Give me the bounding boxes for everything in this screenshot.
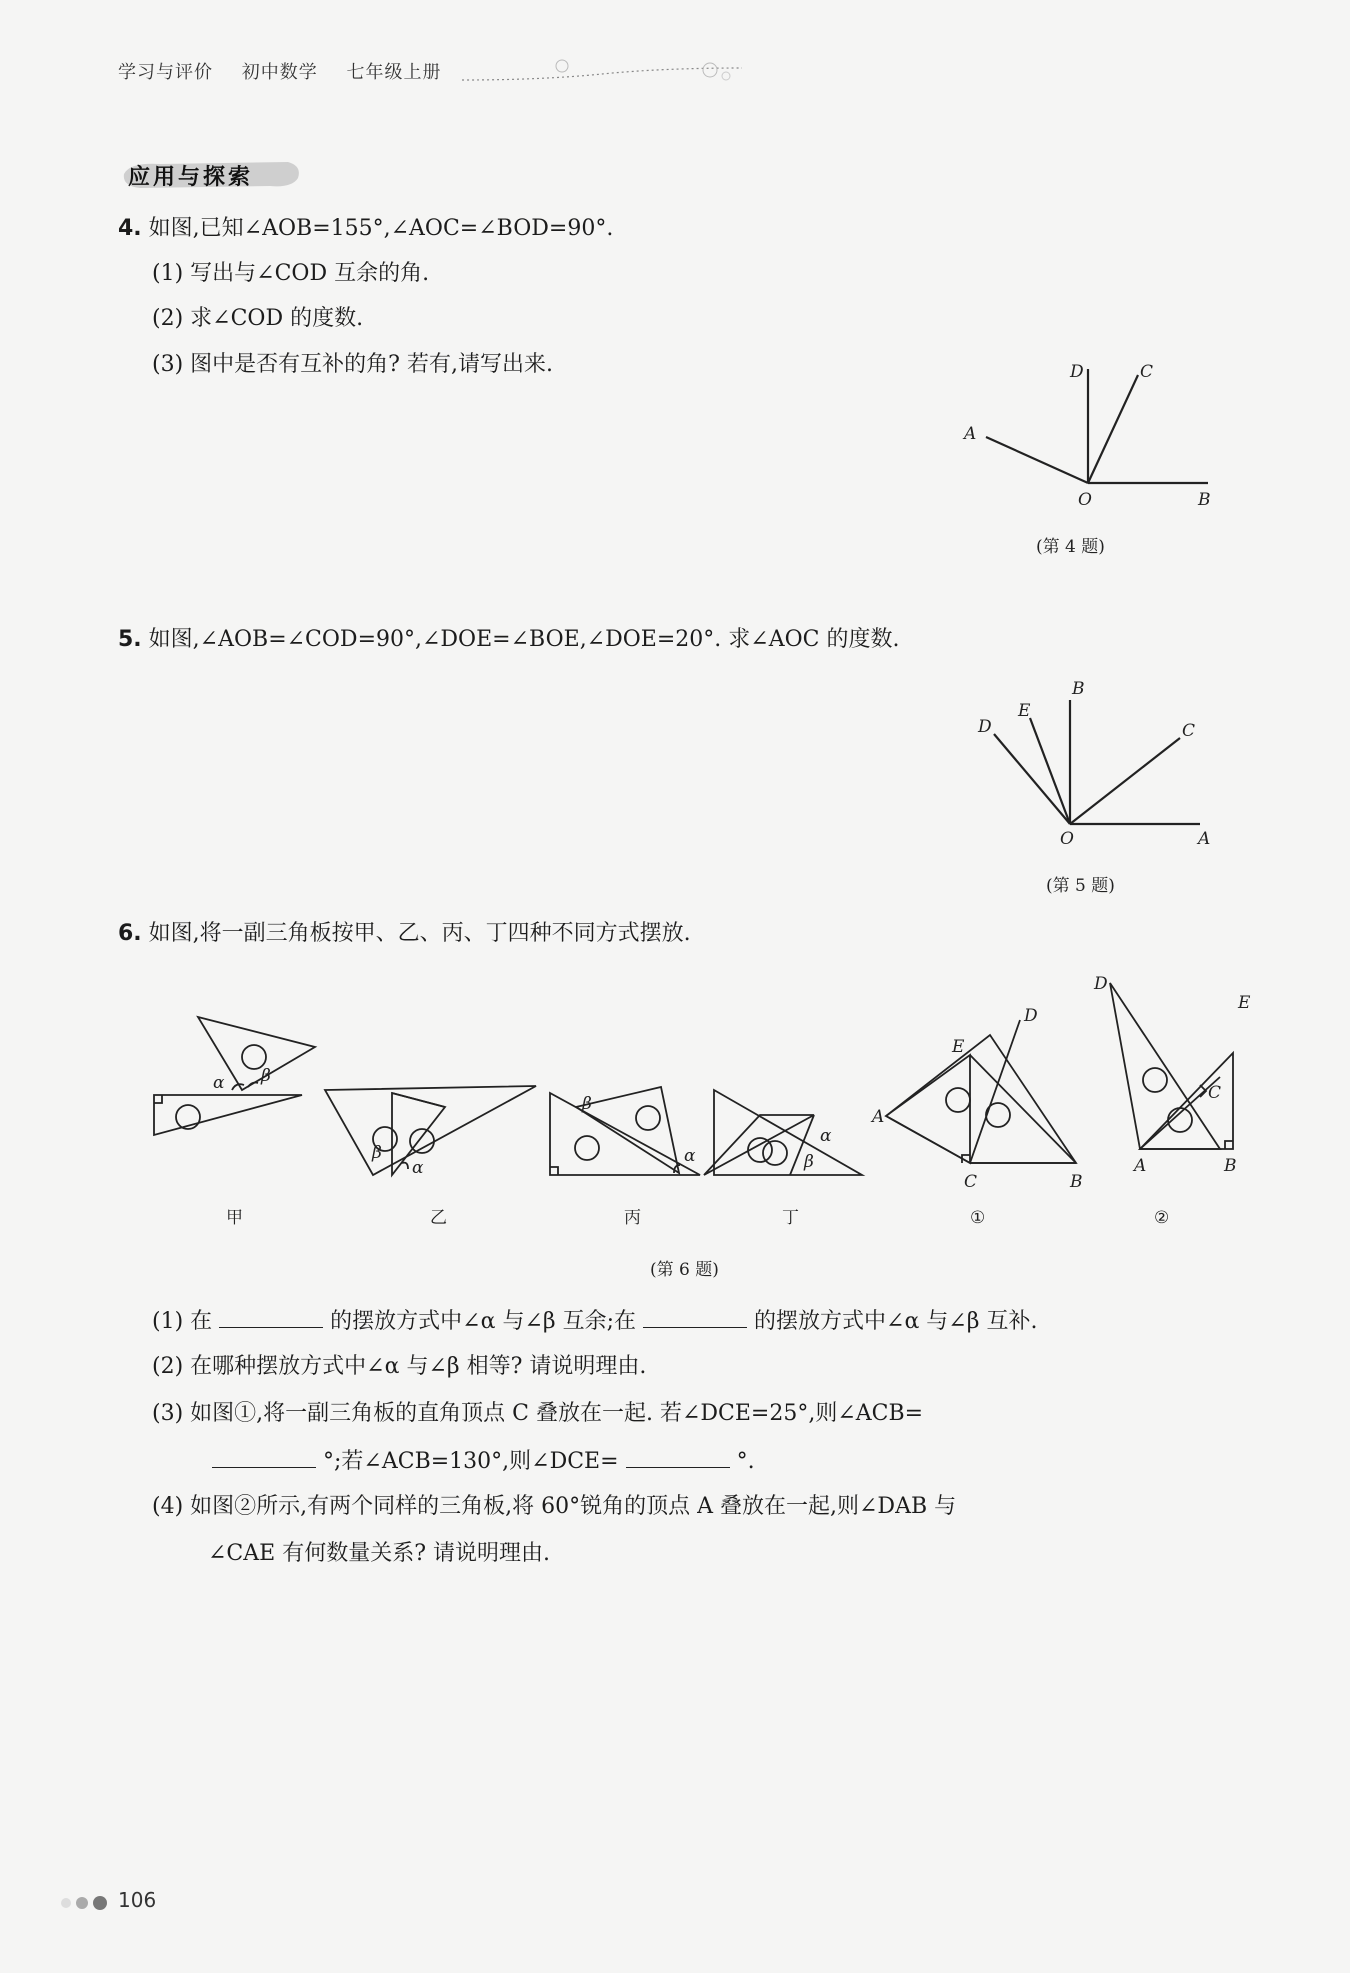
label-A: A: [964, 424, 977, 444]
fig1-A: A: [872, 1107, 885, 1127]
fig1-C: C: [964, 1172, 978, 1192]
fig-bing-triangles: [550, 1087, 700, 1175]
page-number: 106: [118, 1888, 157, 1912]
q6-sub1: [152, 1305, 1037, 1337]
label-E: E: [1018, 701, 1031, 721]
yi-beta: β: [372, 1143, 382, 1163]
fig-name-yi: 乙: [430, 1208, 447, 1228]
fig-jia-triangles: [154, 1017, 315, 1135]
label-B: B: [1072, 679, 1085, 699]
q6-caption: (第 6 题): [650, 1260, 719, 1280]
q6-sub3-line2: [212, 1445, 755, 1477]
ray-OC: [1070, 738, 1180, 824]
header-stage: 初中数学: [241, 62, 318, 83]
q4-caption: (第 4 题): [1036, 537, 1105, 557]
fig1-D: D: [1024, 1006, 1038, 1026]
fig-name-1: ①: [970, 1208, 986, 1228]
q6-sub1-b: 的摆放方式中∠α 与∠β 互余;在: [330, 1309, 637, 1334]
q6-sub3-b: °;若∠ACB=130°,则∠DCE=: [323, 1449, 619, 1474]
label-C: C: [1182, 721, 1196, 741]
q6-stem-text: 如图,将一副三角板按甲、乙、丙、丁四种不同方式摆放.: [148, 921, 691, 946]
q5-caption: (第 5 题): [1046, 876, 1115, 896]
q6-number: 6.: [118, 921, 142, 946]
fig-name-bing: 丙: [624, 1208, 641, 1228]
label-B: B: [1198, 490, 1211, 510]
ding-beta: β: [804, 1152, 814, 1172]
running-header: [118, 58, 463, 84]
q6-sub2: (2) 在哪种摆放方式中∠α 与∠β 相等? 请说明理由.: [152, 1354, 647, 1379]
header-grade: 七年级上册: [346, 62, 442, 83]
fig2-B: B: [1224, 1156, 1237, 1176]
section-title: [120, 156, 304, 192]
ray-OE: [1030, 718, 1070, 824]
q4-sub2: (2) 求∠COD 的度数.: [152, 306, 364, 331]
q4-stem: [118, 214, 613, 244]
ray-OA: [986, 437, 1088, 483]
fig-ding-triangles: [704, 1090, 862, 1175]
bing-alpha: α: [684, 1146, 696, 1166]
fig-2-triangles: [1110, 983, 1233, 1149]
q5-stem: [118, 625, 899, 655]
fig2-D: D: [1094, 974, 1108, 994]
jia-alpha: α: [213, 1073, 225, 1093]
q4-sub1: (1) 写出与∠COD 互余的角.: [152, 261, 430, 286]
bing-beta: β: [582, 1094, 592, 1114]
q6-sub3-blank1[interactable]: [212, 1445, 316, 1468]
q4-number: 4.: [118, 216, 142, 241]
q6-sub3-line1: (3) 如图①,将一副三角板的直角顶点 C 叠放在一起. 若∠DCE=25°,则∠ACB=: [152, 1401, 924, 1426]
ray-OC: [1088, 375, 1138, 483]
q4-figure: [950, 355, 1230, 535]
fig2-E: E: [1238, 993, 1251, 1013]
section-title-text: 应用与探索: [128, 165, 254, 190]
fig-name-2: ②: [1154, 1208, 1170, 1228]
footer-dots-ornament: [60, 1893, 116, 1913]
label-D: D: [1070, 362, 1084, 382]
label-O: O: [1078, 490, 1092, 510]
fig-name-ding: 丁: [782, 1208, 799, 1228]
fig-1-triangles: [886, 1020, 1076, 1163]
q6-sub1-c: 的摆放方式中∠α 与∠β 互补.: [754, 1309, 1038, 1334]
jia-beta: β: [261, 1066, 271, 1086]
q6-figure: [140, 965, 1260, 1235]
fig1-E: E: [952, 1037, 965, 1057]
q6-sub1-blank1[interactable]: [219, 1305, 323, 1328]
q5-stem-text: 如图,∠AOB=∠COD=90°,∠DOE=∠BOE,∠DOE=20°. 求∠AOC 的度数.: [148, 627, 900, 652]
ray-OD: [994, 734, 1070, 824]
label-D: D: [978, 717, 992, 737]
q6-sub3-c: °.: [736, 1449, 755, 1474]
label-A: A: [1198, 829, 1211, 849]
q6-sub1-blank2[interactable]: [643, 1305, 747, 1328]
header-book: 学习与评价: [118, 62, 213, 83]
q6-stem: [118, 919, 691, 949]
q4-stem-text: 如图,已知∠AOB=155°,∠AOC=∠BOD=90°.: [148, 216, 614, 241]
header-dotted-ornament: [462, 58, 752, 88]
ding-alpha: α: [820, 1126, 832, 1146]
fig-name-jia: 甲: [226, 1208, 243, 1228]
q6-sub1-a: (1) 在: [152, 1309, 213, 1334]
q5-number: 5.: [118, 627, 142, 652]
q6-sub4-line2: ∠CAE 有何数量关系? 请说明理由.: [208, 1541, 550, 1566]
fig-yi-triangles: [325, 1086, 536, 1175]
q6-sub3-blank2[interactable]: [626, 1445, 730, 1468]
fig2-A: A: [1134, 1156, 1147, 1176]
q6-sub4-line1: (4) 如图②所示,有两个同样的三角板,将 60°锐角的顶点 A 叠放在一起,则∠DAB 与: [152, 1494, 957, 1519]
fig1-B: B: [1070, 1172, 1083, 1192]
yi-alpha: α: [412, 1158, 424, 1178]
q4-sub3: (3) 图中是否有互补的角? 若有,请写出来.: [152, 352, 553, 377]
q5-figure: [960, 672, 1230, 852]
fig2-C: C: [1208, 1083, 1222, 1103]
label-C: C: [1140, 362, 1154, 382]
label-O: O: [1060, 829, 1074, 849]
